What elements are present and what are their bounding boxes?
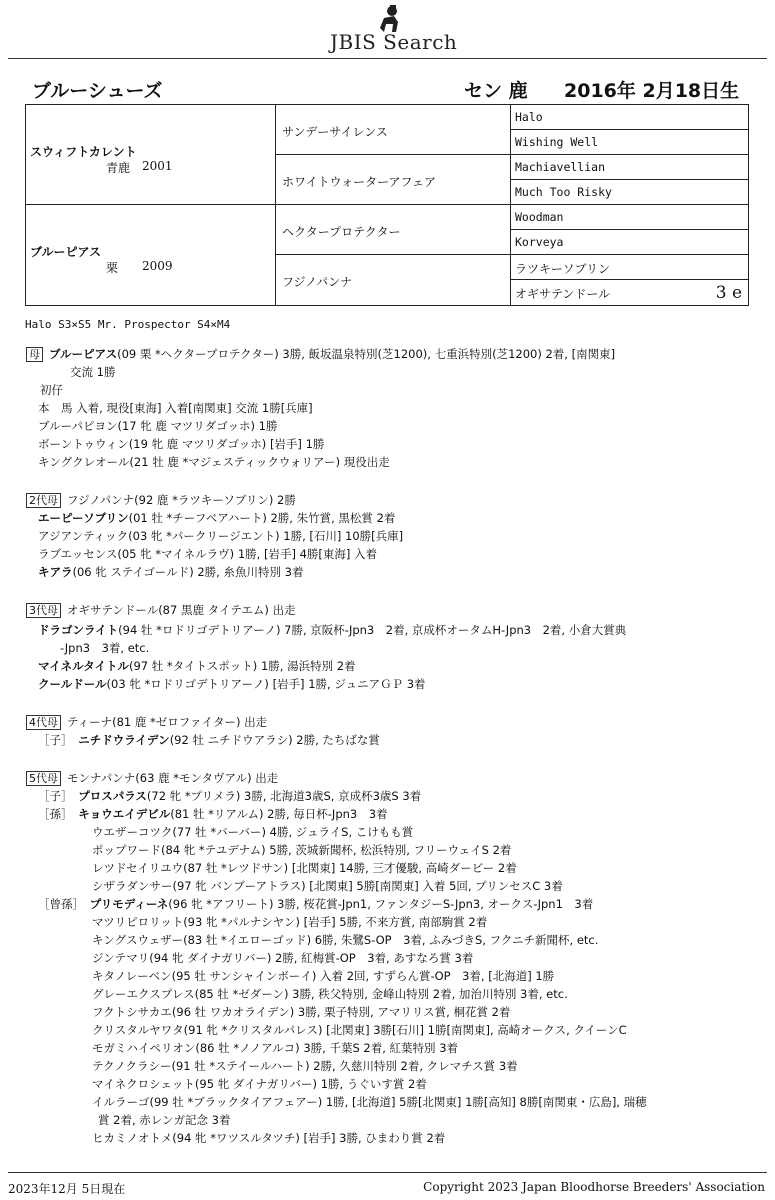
record-line bbox=[92, 950, 473, 966]
pedigree-dam-cell bbox=[26, 205, 276, 305]
record-text: ブルーパピヨン(17 牝 鹿 マツリダゴッホ) 1勝 bbox=[38, 419, 278, 433]
record-text: 本 馬 入着, 現役[東海] 入着[南関東] 交流 1勝[兵庫] bbox=[38, 401, 313, 415]
pedigree-gen2-cell bbox=[276, 205, 511, 255]
gen3-name[interactable]: Wishing Well bbox=[515, 135, 599, 149]
notable-horse-name[interactable]: マイネルタイトル bbox=[38, 659, 129, 673]
record-text: エーピーソブリン(01 牡 *チーフベアハート) 2勝, 朱竹賞, 黒松賞 2着 bbox=[38, 511, 396, 525]
generation-label: 2代母 bbox=[26, 493, 61, 508]
record-line bbox=[92, 1058, 518, 1074]
record-text: ティーナ(81 鹿 *ゼロファイター) 出走 bbox=[67, 715, 268, 729]
record-line bbox=[92, 1040, 458, 1056]
record-line bbox=[92, 860, 517, 876]
record-line bbox=[92, 842, 511, 858]
record-text: オギサテンドール(87 黒鹿 タイテエム) 出走 bbox=[67, 603, 296, 617]
gen3-name[interactable]: Machiavellian bbox=[515, 160, 606, 174]
record-text: テクノクラシー(91 牡 *ステイールハート) 2勝, 久慈川特別 2着, クレマチス賞 3着 bbox=[92, 1059, 518, 1073]
record-line bbox=[70, 364, 115, 380]
record-line bbox=[38, 658, 356, 674]
gen3-name[interactable]: オギサテンドール bbox=[515, 287, 611, 301]
record-line bbox=[92, 878, 563, 894]
gen2-name[interactable]: フジノパンナ bbox=[282, 275, 353, 289]
record-line bbox=[60, 640, 149, 656]
jbis-logo[interactable] bbox=[330, 4, 460, 54]
ancestor-dam-line bbox=[26, 602, 296, 618]
record-line bbox=[38, 676, 426, 692]
record-text: マイネルタイトル(97 牡 *タイトスポット) 1勝, 湯浜特別 2着 bbox=[38, 659, 356, 673]
record-line bbox=[92, 932, 598, 948]
ancestor-dam-line bbox=[26, 492, 296, 508]
record-text: フクトシサカエ(96 牡 ワカオライデン) 3勝, 栗子特別, アマリリス賞, 桐花賞 2着 bbox=[92, 1005, 511, 1019]
notable-horse-name[interactable]: クールドール bbox=[38, 677, 107, 691]
record-text: レツドセイリユウ(87 牡 *レツドサン) [北関東] 14勝, 三才優駿, 高崎ダービー 2着 bbox=[92, 861, 517, 875]
notable-horse-name[interactable]: ドラゴンライト bbox=[38, 623, 119, 637]
record-text: ［子］ ニチドウライデン(92 牡 ニチドウアラシ) 2勝, たちばな賞 bbox=[38, 733, 380, 747]
record-line bbox=[40, 382, 63, 398]
pedigree-gen2-cell bbox=[276, 105, 511, 155]
record-line bbox=[38, 896, 593, 912]
record-line bbox=[92, 1130, 445, 1146]
gen3-name[interactable]: Woodman bbox=[515, 210, 564, 224]
gen3-name[interactable]: ラツキーソブリン bbox=[515, 262, 611, 276]
sire-name[interactable]: スウィフトカレント bbox=[30, 145, 137, 159]
ancestor-dam-line bbox=[26, 714, 267, 730]
record-line bbox=[38, 454, 390, 470]
record-line bbox=[92, 1022, 627, 1038]
record-line bbox=[92, 1094, 647, 1110]
notable-horse-name[interactable]: プロスパラス bbox=[78, 789, 147, 803]
record-line bbox=[92, 824, 413, 840]
ancestor-dam-line bbox=[26, 346, 615, 362]
sire-color: 青鹿 bbox=[106, 161, 131, 175]
record-text: 賞 2着, 赤レンガ記念 3着 bbox=[98, 1113, 231, 1127]
pedigree-gen2-cell bbox=[276, 155, 511, 205]
record-text: マツリピロリット(93 牝 *パルナシヤン) [岩手] 5勝, 不来方賞, 南部駒賞 2着 bbox=[92, 915, 488, 929]
pedigree-gen3-cell bbox=[511, 205, 748, 230]
pedigree-gen3-cell bbox=[511, 255, 748, 280]
record-line bbox=[38, 622, 626, 638]
gen2-name[interactable]: ホワイトウォーターアフェア bbox=[282, 175, 436, 189]
record-text: モンナパンナ(63 鹿 *モンタヴアル) 出走 bbox=[67, 771, 279, 785]
record-text: マイネクロシェット(95 牝 ダイナガリバー) 1勝, うぐいす賞 2着 bbox=[92, 1077, 427, 1091]
dam-name[interactable]: ブルーピアス bbox=[30, 245, 102, 259]
horse-birth-date: 2016年 2月18日生 bbox=[564, 80, 740, 102]
record-text: シザラダンサー(97 牝 バンブーアトラス) [北関東] 5勝[南関東] 入着 5回, プリンセスC 3着 bbox=[92, 879, 563, 893]
record-text: -Jpn3 3着, etc. bbox=[60, 641, 150, 655]
record-text: ブルーピアス(09 栗 *ヘクタープロテクター) 3勝, 飯坂温泉特別(芝1200), 七重浜特別(芝1200) 2着, [南関東] bbox=[49, 347, 616, 361]
record-line bbox=[38, 510, 395, 526]
record-text: ボーントゥウィン(19 牝 鹿 マツリダゴッホ) [岩手] 1勝 bbox=[38, 437, 325, 451]
pedigree-gen2-cell bbox=[276, 255, 511, 305]
family-number: 3 e bbox=[715, 283, 742, 303]
notable-horse-name[interactable]: プリモディーネ bbox=[89, 897, 169, 911]
pedigree-gen3-cell bbox=[511, 280, 748, 305]
record-text: キアラ(06 牝 ステイゴールド) 2勝, 糸魚川特別 3着 bbox=[38, 565, 304, 579]
record-text: ［孫］ キョウエイデビル(81 牡 *リアルム) 2勝, 毎日杯-Jpn3 3着 bbox=[38, 807, 388, 821]
dam-year: 2009 bbox=[142, 259, 173, 273]
record-text: ［曾孫］ プリモディーネ(96 牝 *アフリート) 3勝, 桜花賞-Jpn1, ファンタジーS-Jpn3, オークス-Jpn1 3着 bbox=[38, 897, 594, 911]
notable-horse-name[interactable]: キアラ bbox=[38, 565, 73, 579]
horse-sex-color: セン 鹿 bbox=[464, 80, 528, 102]
sire-year: 2001 bbox=[142, 159, 173, 173]
generation-label: 母 bbox=[26, 347, 43, 362]
record-line bbox=[38, 418, 277, 434]
record-text: ドラゴンライト(94 牡 *ロドリゴデトリアーノ) 7勝, 京阪杯-Jpn3 2着, 京成杯オータムH-Jpn3 2着, 小倉大賞典 bbox=[38, 623, 627, 637]
pedigree-table bbox=[25, 104, 749, 306]
generation-label: 5代母 bbox=[26, 771, 61, 786]
record-text: クールドール(03 牝 *ロドリゴデトリアーノ) [岩手] 1勝, ジュニアＧＰ 3着 bbox=[38, 677, 426, 691]
pedigree-gen3-cell bbox=[511, 230, 748, 255]
logo-text: JBIS Search bbox=[330, 30, 458, 54]
record-line bbox=[38, 564, 303, 580]
record-text: 交流 1勝 bbox=[70, 365, 116, 379]
inbreeding-info: Halo S3×S5 Mr. Prospector S4×M4 bbox=[25, 318, 231, 331]
record-text: モガミハイペリオン(86 牡 *ノノアルコ) 3勝, 千葉S 2着, 紅葉特別 3着 bbox=[92, 1041, 459, 1055]
pedigree-gen3-cell bbox=[511, 105, 748, 130]
record-line bbox=[38, 528, 403, 544]
record-text: クリスタルヤワタ(91 牝 *クリスタルパレス) [北関東] 3勝[石川] 1勝[南関東], 高崎オークス, クイーンC bbox=[92, 1023, 627, 1037]
record-text: グレーエクスプレス(85 牡 *ゼダーン) 3勝, 秩父特別, 金峰山特別 2着, 加治川特別 3着, etc. bbox=[92, 987, 568, 1001]
record-text: キングスウェザー(83 牡 *イエローゴッド) 6勝, 朱鷺S-OP 3着, ふみづきS, フクニチ新聞杯, etc. bbox=[92, 933, 599, 947]
gen2-name[interactable]: サンデーサイレンス bbox=[282, 125, 388, 139]
dam-color: 栗 bbox=[106, 261, 119, 275]
ancestor-dam-line bbox=[26, 770, 278, 786]
record-text: ポップワード(84 牝 *テユデナム) 5勝, 茨城新聞杯, 松浜特別, フリーウェイS 2着 bbox=[92, 843, 512, 857]
record-line bbox=[38, 546, 377, 562]
record-text: 初仔 bbox=[40, 383, 63, 397]
record-text: ラブエッセンス(05 牝 *マイネルラヴ) 1勝, [岩手] 4勝[東海] 入着 bbox=[38, 547, 378, 561]
generation-label: 3代母 bbox=[26, 603, 61, 618]
gen2-name[interactable]: ヘクタープロテクター bbox=[282, 225, 401, 239]
record-text: キタノレーベン(95 牡 サンシャインボーイ) 入着 2回, すずらん賞-OP 3着, [北海道] 1勝 bbox=[92, 969, 555, 983]
record-text: ジンテマリ(94 牝 ダイナガリバー) 2勝, 紅梅賞-OP 3着, あすなろ賞 3着 bbox=[92, 951, 474, 965]
record-line bbox=[92, 1004, 510, 1020]
record-text: アジアンティック(03 牝 *パークリージエント) 1勝, [石川] 10勝[兵庫] bbox=[38, 529, 404, 543]
record-line bbox=[38, 732, 380, 748]
record-text: ウエザーコツク(77 牡 *バーバー) 4勝, ジュライS, こけもも賞 bbox=[92, 825, 414, 839]
gen3-name[interactable]: Halo bbox=[515, 110, 543, 124]
pedigree-gen3-cell bbox=[511, 180, 748, 205]
notable-horse-name[interactable]: ニチドウライデン bbox=[78, 733, 170, 747]
record-line bbox=[92, 968, 554, 984]
pedigree-gen3-cell bbox=[511, 130, 748, 155]
record-line bbox=[38, 806, 388, 822]
record-line bbox=[92, 914, 487, 930]
footer-divider bbox=[8, 1172, 767, 1173]
record-line bbox=[38, 436, 324, 452]
record-line bbox=[38, 788, 421, 804]
gen3-name[interactable]: Much Too Risky bbox=[515, 185, 612, 199]
record-line bbox=[38, 400, 313, 416]
record-line bbox=[98, 1112, 230, 1128]
copyright: Copyright 2023 Japan Bloodhorse Breeders' Association bbox=[423, 1180, 765, 1194]
generation-label: 4代母 bbox=[26, 715, 61, 730]
record-text: ［子］ プロスパラス(72 牝 *プリメラ) 3勝, 北海道3歳S, 京成杯3歳S 3着 bbox=[38, 789, 422, 803]
pedigree-sire-cell bbox=[26, 105, 276, 205]
record-text: キングクレオール(21 牡 鹿 *マジェスティックウォリアー) 現役出走 bbox=[38, 455, 390, 469]
gen3-name[interactable]: Korveya bbox=[515, 235, 564, 249]
record-text: ヒカミノオトメ(94 牝 *ワツスルタツチ) [岩手] 3勝, ひまわり賞 2着 bbox=[92, 1131, 446, 1145]
horse-name: ブルーシューズ bbox=[32, 80, 163, 102]
record-text: フジノパンナ(92 鹿 *ラツキーソブリン) 2勝 bbox=[67, 493, 296, 507]
pedigree-gen3-cell bbox=[511, 155, 748, 180]
record-text: イルラーゴ(99 牡 *ブラックタイアフェアー) 1勝, [北海道] 5勝[北関東] 1勝[高知] 8勝[南関東・広島], 瑞穂 bbox=[92, 1095, 647, 1109]
as-of-date: 2023年12月 5日現在 bbox=[8, 1182, 126, 1196]
notable-horse-name[interactable]: エーピーソブリン bbox=[38, 511, 129, 525]
notable-horse-name[interactable]: キョウエイデビル bbox=[78, 807, 171, 821]
header-divider bbox=[8, 58, 767, 59]
record-line bbox=[92, 986, 568, 1002]
record-line bbox=[92, 1076, 427, 1092]
notable-horse-name[interactable]: ブルーピアス bbox=[49, 347, 118, 361]
